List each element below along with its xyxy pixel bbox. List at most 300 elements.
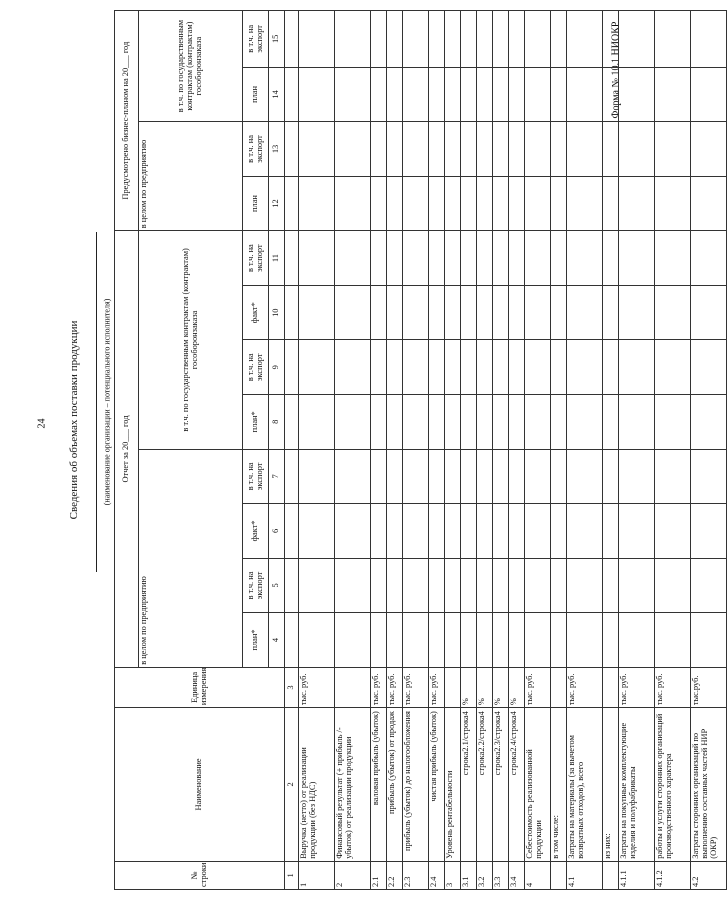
- value-cell[interactable]: [509, 122, 525, 177]
- value-cell[interactable]: [477, 67, 493, 122]
- value-cell[interactable]: [551, 504, 567, 559]
- header-export: в т.ч. на экспорт: [243, 340, 269, 395]
- row-number: 2.1: [371, 861, 387, 889]
- value-cell[interactable]: [603, 504, 619, 559]
- column-number: 10: [269, 285, 285, 340]
- value-cell[interactable]: [619, 395, 655, 450]
- value-cell[interactable]: [493, 449, 509, 504]
- row-unit: тыс. руб.: [429, 667, 445, 707]
- empty-cell: [285, 176, 299, 231]
- header-report-gov-contract: в т.ч. по государственным контрактам (контрактам) гособоронзаказа: [139, 231, 243, 449]
- value-cell[interactable]: [445, 231, 461, 286]
- value-cell[interactable]: [603, 340, 619, 395]
- value-cell[interactable]: [603, 449, 619, 504]
- value-cell[interactable]: [299, 504, 335, 559]
- value-cell[interactable]: [429, 231, 445, 286]
- value-cell[interactable]: [387, 231, 403, 286]
- value-cell[interactable]: [551, 67, 567, 122]
- value-cell[interactable]: [567, 504, 603, 559]
- row-name: Затраты на материалы (за вычетом возвратных отходов), всего: [567, 708, 603, 862]
- value-cell[interactable]: [461, 558, 477, 613]
- value-cell[interactable]: [335, 11, 371, 68]
- header-report: Отчет за 20___ год: [115, 231, 139, 667]
- value-cell[interactable]: [461, 613, 477, 668]
- value-cell[interactable]: [551, 449, 567, 504]
- value-cell[interactable]: [387, 613, 403, 668]
- value-cell[interactable]: [371, 176, 387, 231]
- value-cell[interactable]: [429, 449, 445, 504]
- header-row-number: № строки: [115, 861, 285, 889]
- row-unit: %: [461, 667, 477, 707]
- value-cell[interactable]: [567, 176, 603, 231]
- value-cell[interactable]: [299, 176, 335, 231]
- value-cell[interactable]: [299, 340, 335, 395]
- value-cell[interactable]: [493, 122, 509, 177]
- value-cell[interactable]: [691, 67, 727, 122]
- value-cell[interactable]: [603, 613, 619, 668]
- value-cell[interactable]: [403, 231, 429, 286]
- column-number: 5: [269, 558, 285, 613]
- value-cell[interactable]: [387, 67, 403, 122]
- column-number: 14: [269, 67, 285, 122]
- value-cell[interactable]: [461, 285, 477, 340]
- table-row: [403, 11, 429, 890]
- value-cell[interactable]: [335, 395, 371, 450]
- row-name: Затраты сторонних организаций по выполнению составных частей НИР (ОКР): [691, 708, 727, 862]
- value-cell[interactable]: [387, 449, 403, 504]
- value-cell[interactable]: [403, 67, 429, 122]
- value-cell[interactable]: [619, 11, 655, 68]
- header-plan-enterprise: в целом по предприятию: [139, 122, 243, 231]
- organization-underline: [96, 232, 97, 572]
- value-cell[interactable]: [477, 449, 493, 504]
- value-cell[interactable]: [525, 231, 551, 286]
- header-plan: план: [243, 67, 269, 122]
- value-cell[interactable]: [429, 11, 445, 68]
- header-plan-star: план*: [243, 395, 269, 450]
- value-cell[interactable]: [445, 449, 461, 504]
- value-cell[interactable]: [619, 340, 655, 395]
- value-cell[interactable]: [655, 504, 691, 559]
- value-cell[interactable]: [477, 176, 493, 231]
- value-cell[interactable]: [403, 613, 429, 668]
- row-number: 4.1.1: [619, 861, 655, 889]
- value-cell[interactable]: [461, 67, 477, 122]
- value-cell[interactable]: [619, 613, 655, 668]
- value-cell[interactable]: [371, 285, 387, 340]
- value-cell[interactable]: [387, 504, 403, 559]
- value-cell[interactable]: [551, 176, 567, 231]
- value-cell[interactable]: [619, 122, 655, 177]
- value-cell[interactable]: [445, 285, 461, 340]
- value-cell[interactable]: [371, 340, 387, 395]
- value-cell[interactable]: [403, 558, 429, 613]
- row-name: из них:: [603, 708, 619, 862]
- table-row: [445, 11, 461, 890]
- table-row: [299, 11, 335, 890]
- supply-volume-table-container: [114, 10, 718, 890]
- form-label: Форма № 10.1 НИОКР: [610, 21, 622, 119]
- column-number: 11: [269, 231, 285, 286]
- row-unit: [445, 667, 461, 707]
- empty-cell: [285, 11, 299, 68]
- value-cell[interactable]: [655, 395, 691, 450]
- value-cell[interactable]: [691, 395, 727, 450]
- value-cell[interactable]: [493, 176, 509, 231]
- header-export: в т.ч. на экспорт: [243, 558, 269, 613]
- value-cell[interactable]: [551, 395, 567, 450]
- header-plan: план: [243, 176, 269, 231]
- header-report-enterprise: в целом по предприятию: [139, 449, 243, 667]
- header-fact-star: факт*: [243, 285, 269, 340]
- value-cell[interactable]: [429, 395, 445, 450]
- value-cell[interactable]: [335, 504, 371, 559]
- value-cell[interactable]: [691, 613, 727, 668]
- table-row: [603, 11, 619, 890]
- value-cell[interactable]: [567, 285, 603, 340]
- value-cell[interactable]: [691, 285, 727, 340]
- value-cell[interactable]: [525, 504, 551, 559]
- row-unit: тыс. руб.: [299, 667, 335, 707]
- value-cell[interactable]: [567, 11, 603, 68]
- value-cell[interactable]: [403, 285, 429, 340]
- value-cell[interactable]: [403, 176, 429, 231]
- value-cell[interactable]: [509, 176, 525, 231]
- row-unit: %: [477, 667, 493, 707]
- value-cell[interactable]: [509, 558, 525, 613]
- value-cell[interactable]: [619, 504, 655, 559]
- value-cell[interactable]: [445, 67, 461, 122]
- value-cell[interactable]: [551, 122, 567, 177]
- value-cell[interactable]: [619, 558, 655, 613]
- row-name: чистая прибыль (убыток): [429, 708, 445, 862]
- row-unit: %: [493, 667, 509, 707]
- value-cell[interactable]: [461, 176, 477, 231]
- value-cell[interactable]: [567, 67, 603, 122]
- value-cell[interactable]: [493, 67, 509, 122]
- row-unit: [335, 667, 371, 707]
- empty-cell: [285, 395, 299, 450]
- value-cell[interactable]: [603, 122, 619, 177]
- value-cell[interactable]: [603, 285, 619, 340]
- value-cell[interactable]: [371, 11, 387, 68]
- value-cell[interactable]: [445, 176, 461, 231]
- value-cell[interactable]: [551, 285, 567, 340]
- value-cell[interactable]: [429, 122, 445, 177]
- value-cell[interactable]: [335, 67, 371, 122]
- table-row: [655, 11, 691, 890]
- table-row: [525, 11, 551, 890]
- table-row: [335, 11, 371, 890]
- value-cell[interactable]: [603, 231, 619, 286]
- value-cell[interactable]: [525, 11, 551, 68]
- row-number: 4: [525, 861, 551, 889]
- value-cell[interactable]: [477, 504, 493, 559]
- value-cell[interactable]: [387, 340, 403, 395]
- value-cell[interactable]: [525, 285, 551, 340]
- value-cell[interactable]: [371, 449, 387, 504]
- value-cell[interactable]: [525, 395, 551, 450]
- value-cell[interactable]: [477, 340, 493, 395]
- value-cell[interactable]: [619, 67, 655, 122]
- value-cell[interactable]: [429, 285, 445, 340]
- value-cell[interactable]: [603, 11, 619, 68]
- row-unit: тыс. руб.: [655, 667, 691, 707]
- value-cell[interactable]: [509, 613, 525, 668]
- value-cell[interactable]: [461, 231, 477, 286]
- row-name: Затраты на покупные комплектующие изделия и полуфабрикаты: [619, 708, 655, 862]
- value-cell[interactable]: [387, 176, 403, 231]
- value-cell[interactable]: [691, 231, 727, 286]
- header-export: в т.ч. на экспорт: [243, 122, 269, 177]
- value-cell[interactable]: [525, 176, 551, 231]
- value-cell[interactable]: [525, 122, 551, 177]
- value-cell[interactable]: [603, 558, 619, 613]
- value-cell[interactable]: [525, 613, 551, 668]
- value-cell[interactable]: [387, 11, 403, 68]
- table-row: [429, 11, 445, 890]
- value-cell[interactable]: [299, 449, 335, 504]
- value-cell[interactable]: [655, 449, 691, 504]
- value-cell[interactable]: [509, 449, 525, 504]
- row-name: Выручка (нетто) от реализации продукции (без НДС): [299, 708, 335, 862]
- value-cell[interactable]: [445, 558, 461, 613]
- value-cell[interactable]: [299, 613, 335, 668]
- value-cell[interactable]: [655, 613, 691, 668]
- value-cell[interactable]: [429, 340, 445, 395]
- header-export: в т.ч. на экспорт: [243, 231, 269, 286]
- value-cell[interactable]: [525, 449, 551, 504]
- value-cell[interactable]: [477, 122, 493, 177]
- value-cell[interactable]: [335, 449, 371, 504]
- value-cell[interactable]: [655, 67, 691, 122]
- row-number: 2.3: [403, 861, 429, 889]
- value-cell[interactable]: [655, 285, 691, 340]
- value-cell[interactable]: [691, 449, 727, 504]
- value-cell[interactable]: [461, 504, 477, 559]
- value-cell[interactable]: [335, 558, 371, 613]
- value-cell[interactable]: [691, 340, 727, 395]
- value-cell[interactable]: [371, 558, 387, 613]
- value-cell[interactable]: [387, 122, 403, 177]
- value-cell[interactable]: [387, 558, 403, 613]
- row-unit: тыс.руб.: [691, 667, 727, 707]
- value-cell[interactable]: [445, 340, 461, 395]
- value-cell[interactable]: [551, 613, 567, 668]
- value-cell[interactable]: [461, 340, 477, 395]
- value-cell[interactable]: [691, 11, 727, 68]
- value-cell[interactable]: [619, 285, 655, 340]
- value-cell[interactable]: [655, 231, 691, 286]
- value-cell[interactable]: [429, 504, 445, 559]
- empty-cell: [285, 231, 299, 286]
- value-cell[interactable]: [567, 340, 603, 395]
- value-cell[interactable]: [461, 11, 477, 68]
- organization-caption: (наименование организации – потенциального исполнителя): [102, 298, 112, 506]
- value-cell[interactable]: [567, 613, 603, 668]
- row-name: строка2.3/строка4: [493, 708, 509, 862]
- value-cell[interactable]: [655, 11, 691, 68]
- empty-cell: [285, 558, 299, 613]
- header-fact-star: факт*: [243, 504, 269, 559]
- value-cell[interactable]: [429, 613, 445, 668]
- value-cell[interactable]: [567, 449, 603, 504]
- value-cell[interactable]: [603, 176, 619, 231]
- value-cell[interactable]: [371, 395, 387, 450]
- value-cell[interactable]: [493, 11, 509, 68]
- value-cell[interactable]: [403, 449, 429, 504]
- value-cell[interactable]: [429, 176, 445, 231]
- value-cell[interactable]: [403, 11, 429, 68]
- value-cell[interactable]: [371, 613, 387, 668]
- value-cell[interactable]: [551, 231, 567, 286]
- value-cell[interactable]: [371, 231, 387, 286]
- value-cell[interactable]: [655, 558, 691, 613]
- value-cell[interactable]: [403, 122, 429, 177]
- value-cell[interactable]: [477, 11, 493, 68]
- value-cell[interactable]: [691, 176, 727, 231]
- column-number: 13: [269, 122, 285, 177]
- value-cell[interactable]: [509, 340, 525, 395]
- value-cell[interactable]: [461, 122, 477, 177]
- value-cell[interactable]: [655, 176, 691, 231]
- value-cell[interactable]: [335, 231, 371, 286]
- value-cell[interactable]: [655, 340, 691, 395]
- value-cell[interactable]: [371, 504, 387, 559]
- value-cell[interactable]: [509, 11, 525, 68]
- row-number: 2.4: [429, 861, 445, 889]
- value-cell[interactable]: [299, 67, 335, 122]
- value-cell[interactable]: [445, 122, 461, 177]
- table-row: [477, 11, 493, 890]
- header-unit: Единица измерения: [115, 667, 285, 707]
- value-cell[interactable]: [493, 231, 509, 286]
- value-cell[interactable]: [299, 395, 335, 450]
- value-cell[interactable]: [619, 449, 655, 504]
- value-cell[interactable]: [567, 231, 603, 286]
- value-cell[interactable]: [493, 395, 509, 450]
- row-unit: тыс. руб.: [403, 667, 429, 707]
- row-number: 3: [445, 861, 461, 889]
- value-cell[interactable]: [335, 613, 371, 668]
- value-cell[interactable]: [335, 285, 371, 340]
- value-cell[interactable]: [567, 558, 603, 613]
- header-business-plan: Предусмотрено бизнес-планом на 20___ год: [115, 11, 139, 231]
- value-cell[interactable]: [477, 558, 493, 613]
- value-cell[interactable]: [603, 67, 619, 122]
- row-number: 3.3: [493, 861, 509, 889]
- value-cell[interactable]: [691, 558, 727, 613]
- value-cell[interactable]: [493, 558, 509, 613]
- header-row-1: [115, 11, 139, 890]
- value-cell[interactable]: [567, 395, 603, 450]
- value-cell[interactable]: [477, 285, 493, 340]
- value-cell[interactable]: [509, 285, 525, 340]
- value-cell[interactable]: [403, 395, 429, 450]
- value-cell[interactable]: [477, 613, 493, 668]
- value-cell[interactable]: [619, 231, 655, 286]
- row-number: 4.1: [567, 861, 603, 889]
- table-row: [371, 11, 387, 890]
- value-cell[interactable]: [335, 340, 371, 395]
- value-cell[interactable]: [551, 340, 567, 395]
- value-cell[interactable]: [525, 67, 551, 122]
- row-number: 2.2: [387, 861, 403, 889]
- value-cell[interactable]: [387, 285, 403, 340]
- row-name: валовая прибыль (убыток): [371, 708, 387, 862]
- value-cell[interactable]: [493, 613, 509, 668]
- value-cell[interactable]: [445, 504, 461, 559]
- value-cell[interactable]: [429, 67, 445, 122]
- value-cell[interactable]: [403, 340, 429, 395]
- empty-cell: [285, 504, 299, 559]
- value-cell[interactable]: [445, 395, 461, 450]
- column-number: 8: [269, 395, 285, 450]
- row-number: 3.2: [477, 861, 493, 889]
- row-unit: тыс. руб.: [525, 667, 551, 707]
- value-cell[interactable]: [371, 67, 387, 122]
- value-cell[interactable]: [493, 285, 509, 340]
- value-cell[interactable]: [509, 67, 525, 122]
- row-unit: тыс. руб.: [371, 667, 387, 707]
- value-cell[interactable]: [335, 122, 371, 177]
- value-cell[interactable]: [299, 122, 335, 177]
- value-cell[interactable]: [691, 122, 727, 177]
- row-unit: тыс. руб.: [619, 667, 655, 707]
- value-cell[interactable]: [551, 11, 567, 68]
- value-cell[interactable]: [477, 231, 493, 286]
- value-cell[interactable]: [691, 504, 727, 559]
- column-number: 3: [285, 667, 299, 707]
- value-cell[interactable]: [429, 558, 445, 613]
- value-cell[interactable]: [551, 558, 567, 613]
- empty-cell: [285, 613, 299, 668]
- value-cell[interactable]: [509, 395, 525, 450]
- row-number: [603, 861, 619, 889]
- value-cell[interactable]: [335, 176, 371, 231]
- row-unit: тыс. руб.: [567, 667, 603, 707]
- value-cell[interactable]: [493, 340, 509, 395]
- empty-cell: [285, 449, 299, 504]
- value-cell[interactable]: [461, 449, 477, 504]
- value-cell[interactable]: [493, 504, 509, 559]
- value-cell[interactable]: [445, 11, 461, 68]
- value-cell[interactable]: [603, 395, 619, 450]
- header-name: Наименование: [115, 708, 285, 862]
- empty-cell: [285, 67, 299, 122]
- value-cell[interactable]: [477, 395, 493, 450]
- value-cell[interactable]: [567, 122, 603, 177]
- value-cell[interactable]: [525, 558, 551, 613]
- value-cell[interactable]: [387, 395, 403, 450]
- value-cell[interactable]: [525, 340, 551, 395]
- value-cell[interactable]: [299, 11, 335, 68]
- table-row: [567, 11, 603, 890]
- value-cell[interactable]: [619, 176, 655, 231]
- value-cell[interactable]: [299, 231, 335, 286]
- value-cell[interactable]: [299, 558, 335, 613]
- value-cell[interactable]: [371, 122, 387, 177]
- value-cell[interactable]: [509, 231, 525, 286]
- value-cell[interactable]: [299, 285, 335, 340]
- value-cell[interactable]: [461, 395, 477, 450]
- value-cell[interactable]: [403, 504, 429, 559]
- value-cell[interactable]: [655, 122, 691, 177]
- value-cell[interactable]: [509, 504, 525, 559]
- value-cell[interactable]: [445, 613, 461, 668]
- row-number: [551, 861, 567, 889]
- row-number: 1: [299, 861, 335, 889]
